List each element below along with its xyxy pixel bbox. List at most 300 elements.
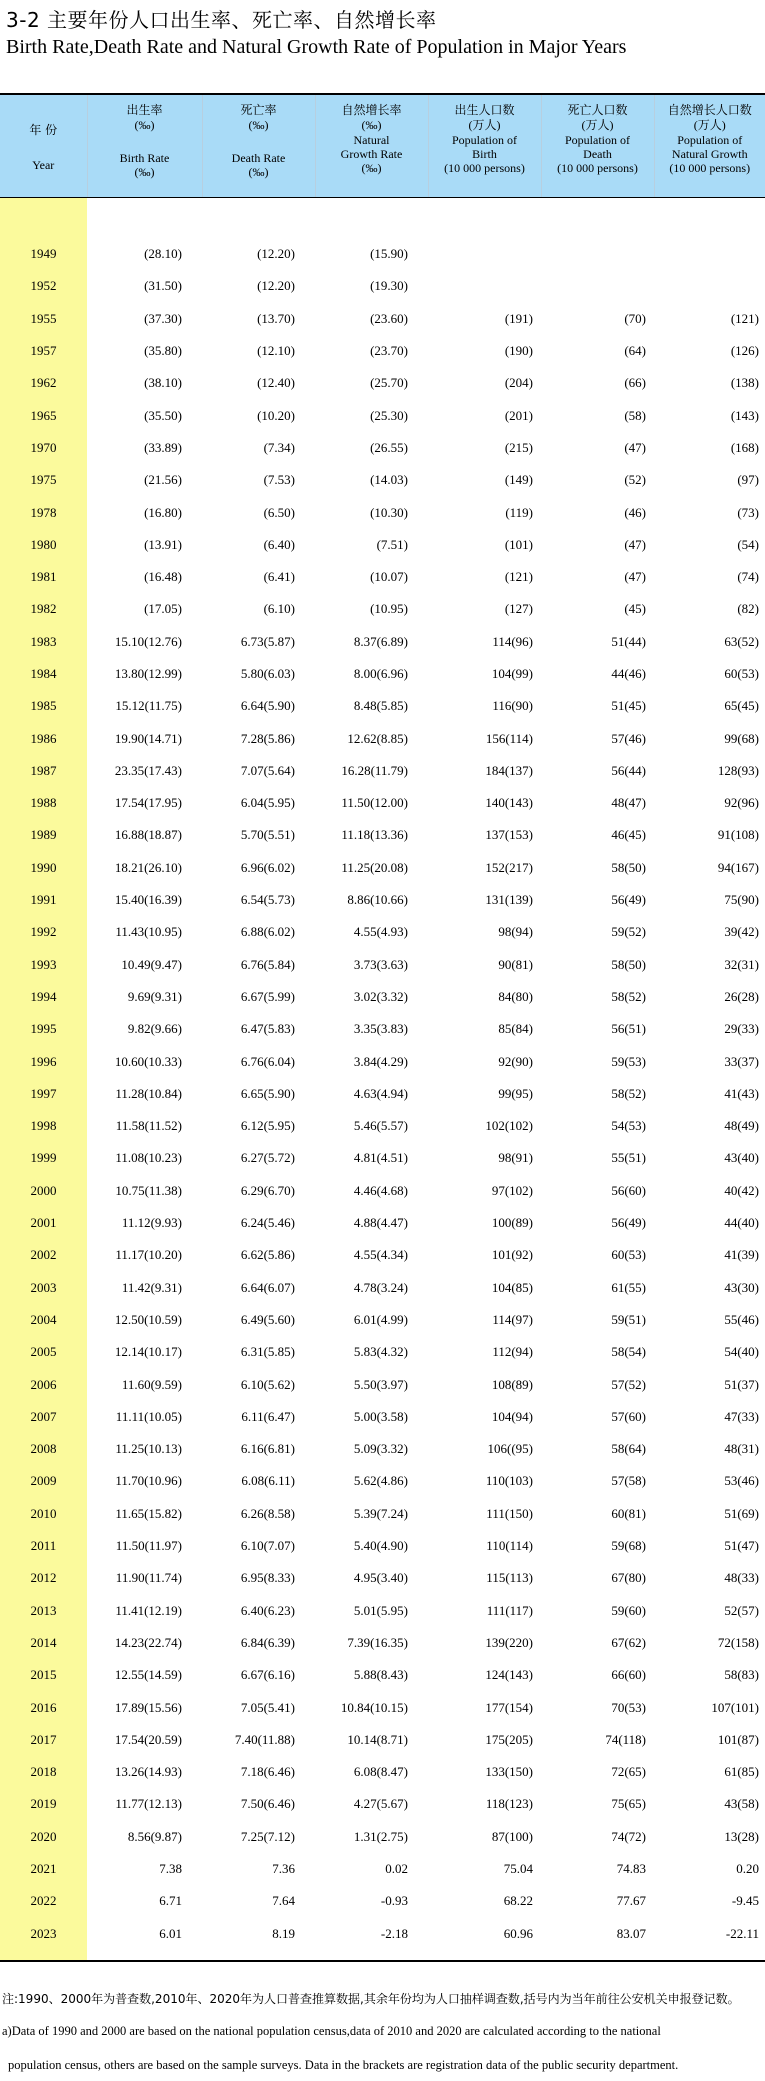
natural-growth-population-cell: 91(108) bbox=[717, 827, 759, 843]
death-rate-cell: 6.54(5.73) bbox=[240, 892, 295, 908]
death-population-cell: 60(81) bbox=[611, 1505, 646, 1521]
death-rate-cell: 6.40(6.23) bbox=[240, 1602, 295, 1618]
death-rate-cell: (6.10) bbox=[263, 601, 295, 617]
death-population-cell: 70(53) bbox=[611, 1699, 646, 1715]
natural-growth-population-cell: 43(30) bbox=[724, 1279, 759, 1295]
natural-growth-population-cell: 39(42) bbox=[724, 924, 759, 940]
death-population-cell: 57(58) bbox=[611, 1473, 646, 1489]
natural-growth-population-cell: -9.45 bbox=[731, 1893, 759, 1909]
natural-growth-population-cell: 26(28) bbox=[724, 988, 759, 1004]
birth-rate-cell: 11.60(9.59) bbox=[121, 1376, 182, 1392]
birth-rate-cell: 11.50(11.97) bbox=[115, 1538, 182, 1554]
birth-population-cell: 101(92) bbox=[491, 1247, 533, 1263]
year-cell: 1991 bbox=[0, 884, 87, 916]
natural-growth-population-cell: -22.11 bbox=[725, 1925, 759, 1941]
table-row bbox=[0, 1401, 765, 1433]
natural-growth-population-cell: 61(85) bbox=[724, 1764, 759, 1780]
natural-growth-population-cell: 58(83) bbox=[724, 1667, 759, 1683]
year-cell: 2002 bbox=[0, 1239, 87, 1271]
death-population-cell: 57(46) bbox=[611, 730, 646, 746]
table-row bbox=[0, 303, 765, 335]
empty-cell bbox=[202, 198, 315, 239]
birth-population-cell: 108(89) bbox=[491, 1376, 533, 1392]
natural-growth-population-cell: 13(28) bbox=[724, 1828, 759, 1844]
death-population-cell: 59(60) bbox=[611, 1602, 646, 1618]
birth-rate-cell: (16.80) bbox=[144, 504, 182, 520]
death-population-cell: 66(60) bbox=[611, 1667, 646, 1683]
year-cell: 2003 bbox=[0, 1272, 87, 1304]
natural-growth-population-cell: 33(37) bbox=[724, 1053, 759, 1069]
death-rate-cell: (10.20) bbox=[257, 407, 295, 423]
table-row bbox=[0, 270, 765, 302]
header-row bbox=[0, 94, 765, 198]
natural-growth-rate-cell: (10.07) bbox=[370, 569, 408, 585]
birth-population-cell: 118(123) bbox=[485, 1796, 533, 1812]
death-rate-cell: 6.95(8.33) bbox=[240, 1570, 295, 1586]
birth-rate-cell: 11.41(12.19) bbox=[115, 1602, 182, 1618]
table-row bbox=[0, 464, 765, 496]
natural-growth-population-cell: 48(49) bbox=[724, 1118, 759, 1134]
death-rate-cell: 7.18(6.46) bbox=[240, 1764, 295, 1780]
death-rate-cell: (6.40) bbox=[263, 536, 295, 552]
header-label-cn: 出生率 bbox=[126, 103, 163, 117]
death-population-cell: 57(52) bbox=[611, 1376, 646, 1392]
birth-rate-cell: 10.60(10.33) bbox=[114, 1053, 182, 1069]
empty-cell bbox=[315, 198, 428, 239]
death-rate-cell: 6.88(6.02) bbox=[240, 924, 295, 940]
death-rate-cell: 6.84(6.39) bbox=[240, 1634, 295, 1650]
year-cell: 2013 bbox=[0, 1594, 87, 1626]
natural-growth-rate-cell: 7.39(16.35) bbox=[347, 1634, 408, 1650]
table-body bbox=[0, 198, 765, 1961]
death-population-cell: 48(47) bbox=[611, 795, 646, 811]
natural-growth-rate-cell: 16.28(11.79) bbox=[341, 762, 408, 778]
death-rate-cell: 6.47(5.83) bbox=[240, 1021, 295, 1037]
death-population-cell: (58) bbox=[624, 407, 646, 423]
header-death-rate bbox=[202, 94, 315, 198]
table-row bbox=[0, 1498, 765, 1530]
death-rate-cell: 6.64(6.07) bbox=[240, 1279, 295, 1295]
natural-growth-rate-cell: 8.00(6.96) bbox=[353, 666, 408, 681]
empty-cell bbox=[541, 198, 654, 239]
table-row bbox=[0, 1336, 765, 1368]
year-cell: 1980 bbox=[0, 529, 87, 561]
table-row bbox=[0, 787, 765, 819]
natural-growth-population-cell: (73) bbox=[737, 504, 759, 520]
year-cell-spacer bbox=[0, 198, 87, 239]
year-cell: 2005 bbox=[0, 1336, 87, 1368]
natural-growth-population-cell: 47(33) bbox=[724, 1408, 759, 1424]
year-cell: 1984 bbox=[0, 658, 87, 690]
year-cell: 2015 bbox=[0, 1659, 87, 1691]
birth-population-cell: 102(102) bbox=[485, 1118, 533, 1134]
death-population-cell: 60(53) bbox=[611, 1247, 646, 1263]
table-row bbox=[0, 1013, 765, 1045]
death-population-cell: 51(45) bbox=[611, 698, 646, 714]
birth-population-cell: (190) bbox=[504, 343, 533, 359]
death-population-cell: 77.67 bbox=[616, 1893, 646, 1909]
death-population-cell: (46) bbox=[624, 504, 646, 520]
death-population-cell: 59(53) bbox=[611, 1053, 646, 1069]
natural-growth-population-cell: 41(43) bbox=[724, 1085, 759, 1101]
table-row bbox=[0, 819, 765, 851]
natural-growth-population-cell: 53(46) bbox=[724, 1473, 759, 1489]
table-row bbox=[0, 1272, 765, 1304]
birth-rate-cell: 11.65(15.82) bbox=[115, 1505, 182, 1521]
year-cell: 2014 bbox=[0, 1627, 87, 1659]
birth-population-cell: 85(84) bbox=[498, 1021, 533, 1037]
death-rate-cell: 6.11(6.47) bbox=[241, 1408, 295, 1424]
birth-rate-cell: 11.28(10.84) bbox=[115, 1085, 182, 1101]
table-row bbox=[0, 916, 765, 948]
header-year bbox=[0, 94, 87, 198]
death-rate-cell: 6.10(7.07) bbox=[240, 1538, 295, 1554]
death-rate-cell: (12.10) bbox=[257, 343, 295, 359]
natural-growth-population-cell: 101(87) bbox=[717, 1731, 759, 1747]
death-population-cell: (70) bbox=[624, 310, 646, 326]
natural-growth-population-cell: 51(47) bbox=[724, 1538, 759, 1554]
birth-population-cell: 106((95) bbox=[487, 1441, 533, 1457]
natural-growth-rate-cell: 5.40(4.90) bbox=[353, 1538, 408, 1554]
header-label-en: Population of Birth (10 000 persons) bbox=[444, 133, 525, 175]
birth-population-cell: 115(113) bbox=[486, 1570, 533, 1586]
natural-growth-rate-cell: 5.01(5.95) bbox=[353, 1602, 408, 1618]
natural-growth-rate-cell: (10.95) bbox=[370, 601, 408, 617]
birth-population-cell: 87(100) bbox=[491, 1828, 533, 1844]
birth-rate-cell: 17.54(20.59) bbox=[114, 1731, 182, 1747]
birth-rate-cell: 9.69(9.31) bbox=[127, 988, 182, 1004]
death-rate-cell: (6.41) bbox=[263, 569, 295, 585]
birth-rate-cell: 9.82(9.66) bbox=[127, 1021, 182, 1037]
natural-growth-population-cell: 48(31) bbox=[724, 1441, 759, 1457]
natural-growth-population-cell: (97) bbox=[737, 472, 759, 488]
death-population-cell bbox=[541, 238, 654, 270]
table-row bbox=[0, 1562, 765, 1594]
birth-rate-cell: 13.26(14.93) bbox=[114, 1764, 182, 1780]
death-rate-cell: 7.07(5.64) bbox=[240, 762, 295, 778]
year-cell: 1978 bbox=[0, 496, 87, 528]
data-table-container bbox=[0, 93, 765, 1962]
death-rate-cell: 7.36 bbox=[272, 1860, 295, 1876]
table-row bbox=[0, 1530, 765, 1562]
empty-cell bbox=[202, 1950, 315, 1961]
birth-population-cell: 110(114) bbox=[486, 1538, 533, 1554]
birth-population-cell: 137(153) bbox=[485, 827, 533, 843]
birth-population-cell: 68.22 bbox=[503, 1893, 533, 1909]
death-population-cell: (47) bbox=[624, 569, 646, 585]
natural-growth-population-cell: 63(52) bbox=[724, 633, 759, 649]
birth-rate-cell: 11.25(10.13) bbox=[115, 1441, 182, 1457]
natural-growth-rate-cell: 1.31(2.75) bbox=[353, 1828, 408, 1844]
birth-population-cell: 104(85) bbox=[491, 1279, 533, 1295]
birth-rate-cell: 16.88(18.87) bbox=[114, 827, 182, 843]
year-cell: 1955 bbox=[0, 303, 87, 335]
death-rate-cell: 6.10(5.62) bbox=[240, 1376, 295, 1392]
death-population-cell: (52) bbox=[624, 472, 646, 488]
year-cell: 1975 bbox=[0, 464, 87, 496]
death-population-cell: 58(50) bbox=[611, 956, 646, 972]
natural-growth-rate-cell: 5.62(4.86) bbox=[353, 1473, 408, 1489]
table-row bbox=[0, 1368, 765, 1400]
natural-growth-population-cell: 55(46) bbox=[724, 1311, 759, 1327]
empty-cell bbox=[654, 1950, 765, 1961]
natural-growth-population-cell: 51(37) bbox=[724, 1376, 759, 1392]
table-row bbox=[0, 335, 765, 367]
natural-growth-rate-cell: 12.62(8.85) bbox=[347, 730, 408, 746]
birth-rate-cell: 11.11(10.05) bbox=[115, 1408, 182, 1424]
birth-rate-cell: (31.50) bbox=[144, 278, 182, 294]
year-cell-spacer bbox=[0, 1950, 87, 1961]
table-row bbox=[0, 658, 765, 690]
natural-growth-population-cell: 44(40) bbox=[724, 1215, 759, 1231]
year-cell: 2000 bbox=[0, 1175, 87, 1207]
year-cell: 1990 bbox=[0, 852, 87, 884]
header-label-en: Population of Natural Growth (10 000 persons) bbox=[669, 133, 751, 175]
birth-rate-cell: 12.50(10.59) bbox=[114, 1311, 182, 1327]
birth-population-cell: 75.04 bbox=[503, 1860, 533, 1876]
birth-rate-cell: 11.70(10.96) bbox=[115, 1473, 182, 1489]
birth-rate-cell: 6.71 bbox=[159, 1893, 182, 1909]
birth-population-cell: 152(217) bbox=[485, 859, 533, 875]
natural-growth-population-cell: 54(40) bbox=[724, 1344, 759, 1360]
year-cell: 1962 bbox=[0, 367, 87, 399]
death-rate-cell: 6.26(8.58) bbox=[240, 1505, 295, 1521]
birth-population-cell: 92(90) bbox=[498, 1053, 533, 1069]
birth-population-cell bbox=[428, 270, 541, 302]
death-rate-cell: 6.04(5.95) bbox=[240, 795, 295, 811]
death-population-cell: 59(68) bbox=[611, 1538, 646, 1554]
birth-population-cell: 112(94) bbox=[492, 1344, 533, 1360]
table-row bbox=[0, 1239, 765, 1271]
death-rate-cell: 6.27(5.72) bbox=[240, 1150, 295, 1166]
year-cell: 1988 bbox=[0, 787, 87, 819]
birth-rate-cell: 8.56(9.87) bbox=[127, 1828, 182, 1844]
natural-growth-population-cell: 75(90) bbox=[724, 892, 759, 908]
death-population-cell: 67(80) bbox=[611, 1570, 646, 1586]
death-rate-cell: (12.20) bbox=[257, 246, 295, 262]
table-row bbox=[0, 1433, 765, 1465]
year-cell: 2007 bbox=[0, 1401, 87, 1433]
natural-growth-rate-cell: 3.35(3.83) bbox=[353, 1021, 408, 1037]
empty-cell bbox=[315, 1950, 428, 1961]
death-rate-cell: 7.40(11.88) bbox=[234, 1731, 295, 1747]
natural-growth-rate-cell: 10.14(8.71) bbox=[347, 1731, 408, 1747]
natural-growth-rate-cell: 4.63(4.94) bbox=[353, 1085, 408, 1101]
natural-growth-rate-cell: 8.48(5.85) bbox=[353, 698, 408, 714]
birth-population-cell: 116(90) bbox=[492, 698, 533, 714]
natural-growth-rate-cell: 4.88(4.47) bbox=[353, 1215, 408, 1231]
table-row bbox=[0, 1594, 765, 1626]
death-population-cell: 58(54) bbox=[611, 1344, 646, 1360]
natural-growth-rate-cell: -2.18 bbox=[380, 1925, 408, 1941]
death-population-cell: (66) bbox=[624, 375, 646, 391]
natural-growth-rate-cell: 6.01(4.99) bbox=[353, 1311, 408, 1327]
natural-growth-rate-cell: 4.27(5.67) bbox=[353, 1796, 408, 1812]
natural-growth-population-cell: 128(93) bbox=[717, 762, 759, 778]
death-population-cell: 59(52) bbox=[611, 924, 646, 940]
death-rate-cell: 6.24(5.46) bbox=[240, 1215, 295, 1231]
birth-rate-cell: 13.80(12.99) bbox=[114, 666, 182, 681]
natural-growth-rate-cell: 11.50(12.00) bbox=[341, 795, 408, 811]
natural-growth-population-cell: 60(53) bbox=[724, 666, 759, 681]
death-rate-cell: 6.76(6.04) bbox=[240, 1053, 295, 1069]
natural-growth-rate-cell: 6.08(8.47) bbox=[353, 1764, 408, 1780]
birth-population-cell: 90(81) bbox=[498, 956, 533, 972]
year-cell: 2001 bbox=[0, 1207, 87, 1239]
table-row bbox=[0, 1078, 765, 1110]
death-population-cell: 56(51) bbox=[611, 1021, 646, 1037]
natural-growth-rate-cell: (25.70) bbox=[370, 375, 408, 391]
year-cell: 1957 bbox=[0, 335, 87, 367]
table-row bbox=[0, 1691, 765, 1723]
birth-rate-cell: 14.23(22.74) bbox=[114, 1634, 182, 1650]
birth-rate-cell: 11.08(10.23) bbox=[115, 1150, 182, 1166]
birth-rate-cell: 12.55(14.59) bbox=[114, 1667, 182, 1683]
natural-growth-population-cell: (121) bbox=[730, 310, 759, 326]
natural-growth-rate-cell: 5.88(8.43) bbox=[353, 1667, 408, 1683]
death-rate-cell: 6.96(6.02) bbox=[240, 859, 295, 875]
header-unit: (万人) bbox=[693, 118, 726, 132]
death-population-cell: 46(45) bbox=[611, 827, 646, 843]
birth-population-cell: 98(91) bbox=[498, 1150, 533, 1166]
table-row bbox=[0, 399, 765, 431]
empty-cell bbox=[654, 198, 765, 239]
year-cell: 1989 bbox=[0, 819, 87, 851]
year-cell: 1996 bbox=[0, 1045, 87, 1077]
table-row bbox=[0, 981, 765, 1013]
birth-population-cell: (119) bbox=[505, 504, 533, 520]
birth-population-cell: (121) bbox=[504, 569, 533, 585]
year-cell: 1994 bbox=[0, 981, 87, 1013]
natural-growth-rate-cell: 11.18(13.36) bbox=[341, 827, 408, 843]
natural-growth-population-cell: 65(45) bbox=[724, 698, 759, 714]
header-label-cn: 自然增长人口数 bbox=[667, 103, 752, 117]
birth-population-cell: 99(95) bbox=[498, 1085, 533, 1101]
birth-population-cell: 97(102) bbox=[491, 1182, 533, 1198]
death-population-cell: 83.07 bbox=[616, 1925, 646, 1941]
birth-rate-cell: 10.75(11.38) bbox=[115, 1182, 182, 1198]
year-cell: 1999 bbox=[0, 1142, 87, 1174]
natural-growth-rate-cell: 4.55(4.34) bbox=[353, 1247, 408, 1263]
natural-growth-rate-cell: (14.03) bbox=[370, 472, 408, 488]
natural-growth-population-cell: 99(68) bbox=[724, 730, 759, 746]
natural-growth-population-cell: (168) bbox=[730, 439, 759, 455]
footnote-en-line2: population census, others are based on the sample surveys. Data in the brackets are registration data of the public security department. bbox=[8, 2058, 679, 2072]
header-label-en: Year bbox=[32, 158, 55, 172]
birth-population-cell: 156(114) bbox=[485, 730, 533, 746]
table-row bbox=[0, 755, 765, 787]
birth-rate-cell: 11.17(10.20) bbox=[115, 1247, 182, 1263]
header-label-en: Death Rate (‰) bbox=[231, 151, 286, 179]
natural-growth-rate-cell: 5.09(3.32) bbox=[353, 1441, 408, 1457]
death-population-cell: 58(52) bbox=[611, 1085, 646, 1101]
year-cell: 1987 bbox=[0, 755, 87, 787]
birth-rate-cell: 11.43(10.95) bbox=[115, 924, 182, 940]
empty-cell bbox=[87, 1950, 202, 1961]
birth-rate-cell: (38.10) bbox=[144, 375, 182, 391]
natural-growth-rate-cell: 5.83(4.32) bbox=[353, 1344, 408, 1360]
table-row bbox=[0, 1465, 765, 1497]
death-rate-cell: (13.70) bbox=[257, 310, 295, 326]
birth-population-cell: 177(154) bbox=[485, 1699, 533, 1715]
natural-growth-rate-cell: (26.55) bbox=[370, 439, 408, 455]
death-rate-cell: (12.20) bbox=[257, 278, 295, 294]
birth-rate-cell: 23.35(17.43) bbox=[114, 762, 182, 778]
year-cell: 2011 bbox=[0, 1530, 87, 1562]
natural-growth-rate-cell: 4.78(3.24) bbox=[353, 1279, 408, 1295]
header-label-cn: 出生人口数 bbox=[454, 103, 515, 117]
birth-rate-cell: 7.38 bbox=[159, 1860, 182, 1876]
death-population-cell: 56(49) bbox=[611, 1215, 646, 1231]
natural-growth-population-cell: 92(96) bbox=[724, 795, 759, 811]
birth-rate-cell: 11.90(11.74) bbox=[115, 1570, 182, 1586]
death-population-cell: 56(49) bbox=[611, 892, 646, 908]
death-rate-cell: (7.34) bbox=[263, 439, 295, 455]
year-cell: 1949 bbox=[0, 238, 87, 270]
birth-rate-cell: (33.89) bbox=[144, 439, 182, 455]
natural-growth-rate-cell: (7.51) bbox=[376, 536, 408, 552]
death-population-cell: 56(60) bbox=[611, 1182, 646, 1198]
birth-population-cell: 184(137) bbox=[485, 762, 533, 778]
table-row bbox=[0, 1175, 765, 1207]
birth-rate-cell: 11.12(9.93) bbox=[121, 1215, 182, 1231]
birth-population-cell: 100(89) bbox=[491, 1215, 533, 1231]
natural-growth-rate-cell: 5.00(3.58) bbox=[353, 1408, 408, 1424]
header-label-en: Natural Growth Rate (‰) bbox=[340, 133, 403, 175]
header-label-en: Birth Rate (‰) bbox=[119, 151, 170, 179]
natural-growth-population-cell: 43(58) bbox=[724, 1796, 759, 1812]
death-population-cell: (47) bbox=[624, 536, 646, 552]
year-cell: 2016 bbox=[0, 1691, 87, 1723]
table-row bbox=[0, 1788, 765, 1820]
birth-population-cell: 114(96) bbox=[492, 633, 533, 649]
death-population-cell: 56(44) bbox=[611, 762, 646, 778]
year-cell: 2020 bbox=[0, 1821, 87, 1853]
year-cell: 1992 bbox=[0, 916, 87, 948]
natural-growth-rate-cell: 4.46(4.68) bbox=[353, 1182, 408, 1198]
natural-growth-rate-cell: (23.60) bbox=[370, 310, 408, 326]
empty-cell bbox=[87, 198, 202, 239]
natural-growth-population-cell: 107(101) bbox=[711, 1699, 759, 1715]
natural-growth-population-cell: 32(31) bbox=[724, 956, 759, 972]
death-population-cell: 75(65) bbox=[611, 1796, 646, 1812]
natural-growth-rate-cell: 10.84(10.15) bbox=[340, 1699, 408, 1715]
birth-rate-cell: (35.80) bbox=[144, 343, 182, 359]
natural-growth-rate-cell: -0.93 bbox=[380, 1893, 408, 1909]
empty-cell bbox=[428, 1950, 541, 1961]
footnote-en-line1: a)Data of 1990 and 2000 are based on the national population census,data of 2010 and 2020 are calculated according to the national bbox=[2, 2024, 661, 2038]
natural-growth-population-cell: (138) bbox=[730, 375, 759, 391]
table-row bbox=[0, 367, 765, 399]
table-row bbox=[0, 529, 765, 561]
natural-growth-population-cell: 0.20 bbox=[736, 1860, 759, 1876]
header-population-death bbox=[541, 94, 654, 198]
death-rate-cell: 7.50(6.46) bbox=[240, 1796, 295, 1812]
birth-rate-cell: 19.90(14.71) bbox=[114, 730, 182, 746]
death-rate-cell: 8.19 bbox=[272, 1925, 295, 1941]
natural-growth-rate-cell: 3.02(3.32) bbox=[353, 988, 408, 1004]
natural-growth-population-cell: (143) bbox=[730, 407, 759, 423]
header-unit: (万人) bbox=[468, 118, 501, 132]
birth-rate-cell: (13.91) bbox=[144, 536, 182, 552]
death-rate-cell: 6.12(5.95) bbox=[240, 1118, 295, 1134]
natural-growth-population-cell bbox=[654, 270, 765, 302]
birth-population-cell: 139(220) bbox=[485, 1634, 533, 1650]
death-rate-cell: 6.29(6.70) bbox=[240, 1182, 295, 1198]
death-rate-cell: (6.50) bbox=[263, 504, 295, 520]
header-label-en: Population of Death (10 000 persons) bbox=[557, 133, 638, 175]
birth-rate-cell: 15.40(16.39) bbox=[114, 892, 182, 908]
